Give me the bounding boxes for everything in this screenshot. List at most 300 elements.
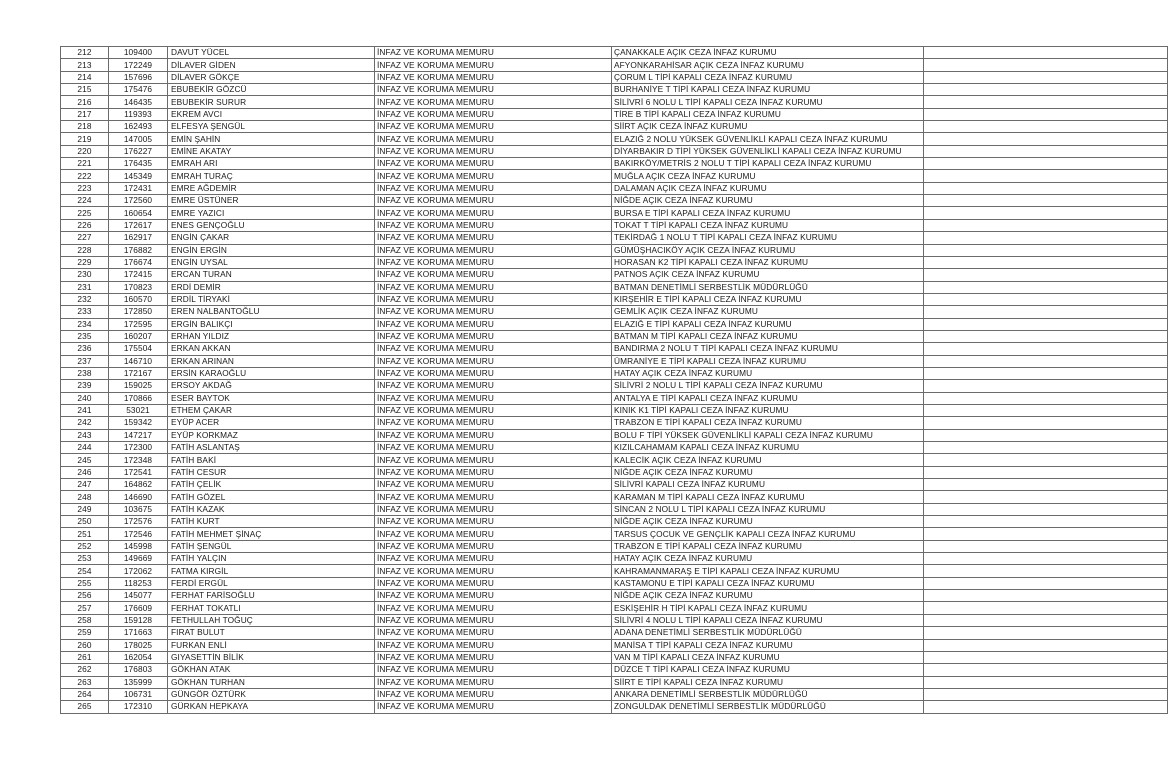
institution-cell: PATNOS AÇIK CEZA İNFAZ KURUMU (612, 269, 924, 281)
job-title-cell: İNFAZ VE KORUMA MEMURU (375, 84, 612, 96)
personnel-table (60, 46, 1168, 714)
empty-cell (924, 244, 1168, 256)
empty-cell (924, 158, 1168, 170)
empty-cell (924, 392, 1168, 404)
job-title-cell: İNFAZ VE KORUMA MEMURU (375, 256, 612, 268)
empty-cell (924, 84, 1168, 96)
empty-cell (924, 701, 1168, 713)
empty-cell (924, 96, 1168, 108)
institution-cell: ELAZIĞ 2 NOLU YÜKSEK GÜVENLİKLİ KAPALI CEZA İNFAZ KURUMU (612, 133, 924, 145)
full-name-cell: GÖKHAN ATAK (168, 664, 375, 676)
row-number-cell: 221 (61, 158, 109, 170)
institution-cell: TRABZON E TİPİ KAPALI CEZA İNFAZ KURUMU (612, 417, 924, 429)
registry-number-cell: 176882 (109, 244, 168, 256)
table-row (61, 96, 1168, 108)
table-row (61, 121, 1168, 133)
job-title-cell: İNFAZ VE KORUMA MEMURU (375, 343, 612, 355)
institution-cell: NİĞDE AÇIK CEZA İNFAZ KURUMU (612, 195, 924, 207)
row-number-cell: 257 (61, 602, 109, 614)
institution-cell: BANDIRMA 2 NOLU T TİPİ KAPALI CEZA İNFAZ KURUMU (612, 343, 924, 355)
job-title-cell: İNFAZ VE KORUMA MEMURU (375, 565, 612, 577)
full-name-cell: ERKAN ARINAN (168, 355, 375, 367)
full-name-cell: FATİH ÇELİK (168, 479, 375, 491)
empty-cell (924, 71, 1168, 83)
table-row (61, 380, 1168, 392)
table-row (61, 256, 1168, 268)
job-title-cell: İNFAZ VE KORUMA MEMURU (375, 293, 612, 305)
job-title-cell: İNFAZ VE KORUMA MEMURU (375, 71, 612, 83)
registry-number-cell: 164862 (109, 479, 168, 491)
job-title-cell: İNFAZ VE KORUMA MEMURU (375, 404, 612, 416)
job-title-cell: İNFAZ VE KORUMA MEMURU (375, 281, 612, 293)
job-title-cell: İNFAZ VE KORUMA MEMURU (375, 491, 612, 503)
table-row (61, 553, 1168, 565)
full-name-cell: FERDİ ERGÜL (168, 577, 375, 589)
full-name-cell: ERSOY AKDAĞ (168, 380, 375, 392)
job-title-cell: İNFAZ VE KORUMA MEMURU (375, 367, 612, 379)
row-number-cell: 251 (61, 528, 109, 540)
empty-cell (924, 404, 1168, 416)
registry-number-cell: 162917 (109, 232, 168, 244)
row-number-cell: 258 (61, 614, 109, 626)
row-number-cell: 261 (61, 651, 109, 663)
table-row (61, 71, 1168, 83)
table-row (61, 516, 1168, 528)
empty-cell (924, 688, 1168, 700)
table-row (61, 404, 1168, 416)
table-body (61, 47, 1168, 714)
job-title-cell: İNFAZ VE KORUMA MEMURU (375, 540, 612, 552)
empty-cell (924, 182, 1168, 194)
table-row (61, 503, 1168, 515)
empty-cell (924, 207, 1168, 219)
full-name-cell: FATMA KIRGİL (168, 565, 375, 577)
registry-number-cell: 160570 (109, 293, 168, 305)
institution-cell: AFYONKARAHİSAR AÇIK CEZA İNFAZ KURUMU (612, 59, 924, 71)
job-title-cell: İNFAZ VE KORUMA MEMURU (375, 664, 612, 676)
institution-cell: KARAMAN M TİPİ KAPALI CEZA İNFAZ KURUMU (612, 491, 924, 503)
registry-number-cell: 147217 (109, 429, 168, 441)
row-number-cell: 215 (61, 84, 109, 96)
full-name-cell: FETHULLAH TOĞUÇ (168, 614, 375, 626)
table-row (61, 59, 1168, 71)
full-name-cell: FATİH ASLANTAŞ (168, 442, 375, 454)
row-number-cell: 238 (61, 367, 109, 379)
row-number-cell: 220 (61, 145, 109, 157)
job-title-cell: İNFAZ VE KORUMA MEMURU (375, 232, 612, 244)
table-row (61, 244, 1168, 256)
row-number-cell: 232 (61, 293, 109, 305)
row-number-cell: 230 (61, 269, 109, 281)
registry-number-cell: 172541 (109, 466, 168, 478)
registry-number-cell: 172595 (109, 318, 168, 330)
job-title-cell: İNFAZ VE KORUMA MEMURU (375, 318, 612, 330)
institution-cell: DİYARBAKIR D TİPİ YÜKSEK GÜVENLİKLİ KAPALI CEZA İNFAZ KURUMU (612, 145, 924, 157)
full-name-cell: FATİH ŞENGÜL (168, 540, 375, 552)
registry-number-cell: 53021 (109, 404, 168, 416)
table-row (61, 639, 1168, 651)
row-number-cell: 245 (61, 454, 109, 466)
row-number-cell: 259 (61, 627, 109, 639)
job-title-cell: İNFAZ VE KORUMA MEMURU (375, 158, 612, 170)
registry-number-cell: 172617 (109, 219, 168, 231)
registry-number-cell: 176609 (109, 602, 168, 614)
registry-number-cell: 109400 (109, 47, 168, 59)
empty-cell (924, 565, 1168, 577)
institution-cell: BURSA E TİPİ KAPALI CEZA İNFAZ KURUMU (612, 207, 924, 219)
table-row (61, 627, 1168, 639)
full-name-cell: FURKAN ENLİ (168, 639, 375, 651)
empty-cell (924, 232, 1168, 244)
table-row (61, 701, 1168, 713)
table-row (61, 577, 1168, 589)
row-number-cell: 213 (61, 59, 109, 71)
registry-number-cell: 172560 (109, 195, 168, 207)
row-number-cell: 255 (61, 577, 109, 589)
table-row (61, 158, 1168, 170)
registry-number-cell: 176227 (109, 145, 168, 157)
table-row (61, 417, 1168, 429)
institution-cell: BAKIRKÖY/METRİS 2 NOLU T TİPİ KAPALI CEZA İNFAZ KURUMU (612, 158, 924, 170)
row-number-cell: 247 (61, 479, 109, 491)
row-number-cell: 244 (61, 442, 109, 454)
full-name-cell: DİLAVER GÖKÇE (168, 71, 375, 83)
job-title-cell: İNFAZ VE KORUMA MEMURU (375, 195, 612, 207)
registry-number-cell: 162054 (109, 651, 168, 663)
empty-cell (924, 367, 1168, 379)
registry-number-cell: 145998 (109, 540, 168, 552)
row-number-cell: 226 (61, 219, 109, 231)
row-number-cell: 243 (61, 429, 109, 441)
job-title-cell: İNFAZ VE KORUMA MEMURU (375, 627, 612, 639)
institution-cell: NİĞDE AÇIK CEZA İNFAZ KURUMU (612, 590, 924, 602)
row-number-cell: 242 (61, 417, 109, 429)
document-sheet (60, 46, 1168, 714)
row-number-cell: 239 (61, 380, 109, 392)
table-row (61, 182, 1168, 194)
full-name-cell: ESER BAYTOK (168, 392, 375, 404)
institution-cell: ZONGULDAK DENETİMLİ SERBESTLİK MÜDÜRLÜĞÜ (612, 701, 924, 713)
job-title-cell: İNFAZ VE KORUMA MEMURU (375, 688, 612, 700)
institution-cell: SİLİVRİ 6 NOLU L TİPİ KAPALI CEZA İNFAZ KURUMU (612, 96, 924, 108)
full-name-cell: EYÜP KORKMAZ (168, 429, 375, 441)
institution-cell: VAN M TİPİ KAPALI CEZA İNFAZ KURUMU (612, 651, 924, 663)
registry-number-cell: 172546 (109, 528, 168, 540)
registry-number-cell: 135999 (109, 676, 168, 688)
empty-cell (924, 466, 1168, 478)
job-title-cell: İNFAZ VE KORUMA MEMURU (375, 528, 612, 540)
registry-number-cell: 172850 (109, 306, 168, 318)
registry-number-cell: 159025 (109, 380, 168, 392)
job-title-cell: İNFAZ VE KORUMA MEMURU (375, 121, 612, 133)
table-row (61, 232, 1168, 244)
institution-cell: ÇORUM L TİPİ KAPALI CEZA İNFAZ KURUMU (612, 71, 924, 83)
job-title-cell: İNFAZ VE KORUMA MEMURU (375, 590, 612, 602)
table-row (61, 688, 1168, 700)
full-name-cell: FATİH GÖZEL (168, 491, 375, 503)
job-title-cell: İNFAZ VE KORUMA MEMURU (375, 269, 612, 281)
empty-cell (924, 121, 1168, 133)
institution-cell: SİİRT E TİPİ KAPALI CEZA İNFAZ KURUMU (612, 676, 924, 688)
job-title-cell: İNFAZ VE KORUMA MEMURU (375, 639, 612, 651)
empty-cell (924, 170, 1168, 182)
job-title-cell: İNFAZ VE KORUMA MEMURU (375, 182, 612, 194)
registry-number-cell: 172249 (109, 59, 168, 71)
empty-cell (924, 429, 1168, 441)
empty-cell (924, 219, 1168, 231)
row-number-cell: 223 (61, 182, 109, 194)
empty-cell (924, 651, 1168, 663)
institution-cell: BOLU F TİPİ YÜKSEK GÜVENLİKLİ KAPALI CEZA İNFAZ KURUMU (612, 429, 924, 441)
institution-cell: HATAY AÇIK CEZA İNFAZ KURUMU (612, 367, 924, 379)
institution-cell: ÇANAKKALE AÇIK CEZA İNFAZ KURUMU (612, 47, 924, 59)
row-number-cell: 231 (61, 281, 109, 293)
table-row (61, 343, 1168, 355)
full-name-cell: ERKAN AKKAN (168, 343, 375, 355)
registry-number-cell: 146690 (109, 491, 168, 503)
row-number-cell: 235 (61, 330, 109, 342)
registry-number-cell: 106731 (109, 688, 168, 700)
registry-number-cell: 178025 (109, 639, 168, 651)
job-title-cell: İNFAZ VE KORUMA MEMURU (375, 133, 612, 145)
registry-number-cell: 170823 (109, 281, 168, 293)
registry-number-cell: 172062 (109, 565, 168, 577)
job-title-cell: İNFAZ VE KORUMA MEMURU (375, 170, 612, 182)
registry-number-cell: 172576 (109, 516, 168, 528)
empty-cell (924, 195, 1168, 207)
institution-cell: ÜMRANİYE E TİPİ KAPALI CEZA İNFAZ KURUMU (612, 355, 924, 367)
empty-cell (924, 442, 1168, 454)
empty-cell (924, 528, 1168, 540)
registry-number-cell: 119393 (109, 108, 168, 120)
empty-cell (924, 108, 1168, 120)
institution-cell: MUĞLA AÇIK CEZA İNFAZ KURUMU (612, 170, 924, 182)
row-number-cell: 216 (61, 96, 109, 108)
institution-cell: ANTALYA E TİPİ KAPALI CEZA İNFAZ KURUMU (612, 392, 924, 404)
full-name-cell: ETHEM ÇAKAR (168, 404, 375, 416)
institution-cell: KIRŞEHİR E TİPİ KAPALI CEZA İNFAZ KURUMU (612, 293, 924, 305)
table-row (61, 367, 1168, 379)
full-name-cell: EMRE YAZICI (168, 207, 375, 219)
registry-number-cell: 176803 (109, 664, 168, 676)
table-row (61, 429, 1168, 441)
full-name-cell: FIRAT BULUT (168, 627, 375, 639)
row-number-cell: 214 (61, 71, 109, 83)
full-name-cell: ERHAN YILDIZ (168, 330, 375, 342)
job-title-cell: İNFAZ VE KORUMA MEMURU (375, 466, 612, 478)
institution-cell: KAHRAMANMARAŞ E TİPİ KAPALI CEZA İNFAZ KURUMU (612, 565, 924, 577)
empty-cell (924, 293, 1168, 305)
registry-number-cell: 159342 (109, 417, 168, 429)
full-name-cell: ENGİN ERGİN (168, 244, 375, 256)
job-title-cell: İNFAZ VE KORUMA MEMURU (375, 701, 612, 713)
full-name-cell: GÜNGÖR ÖZTÜRK (168, 688, 375, 700)
empty-cell (924, 380, 1168, 392)
full-name-cell: EMRAH TURAÇ (168, 170, 375, 182)
job-title-cell: İNFAZ VE KORUMA MEMURU (375, 207, 612, 219)
row-number-cell: 249 (61, 503, 109, 515)
job-title-cell: İNFAZ VE KORUMA MEMURU (375, 503, 612, 515)
empty-cell (924, 454, 1168, 466)
table-row (61, 454, 1168, 466)
empty-cell (924, 133, 1168, 145)
row-number-cell: 246 (61, 466, 109, 478)
registry-number-cell: 103675 (109, 503, 168, 515)
institution-cell: GÜMÜŞHACIKÖY AÇIK CEZA İNFAZ KURUMU (612, 244, 924, 256)
job-title-cell: İNFAZ VE KORUMA MEMURU (375, 417, 612, 429)
row-number-cell: 264 (61, 688, 109, 700)
table-row (61, 602, 1168, 614)
job-title-cell: İNFAZ VE KORUMA MEMURU (375, 59, 612, 71)
table-row (61, 479, 1168, 491)
table-row (61, 47, 1168, 59)
registry-number-cell: 172310 (109, 701, 168, 713)
institution-cell: SİNCAN 2 NOLU L TİPİ KAPALI CEZA İNFAZ KURUMU (612, 503, 924, 515)
row-number-cell: 233 (61, 306, 109, 318)
institution-cell: BATMAN DENETİMLİ SERBESTLİK MÜDÜRLÜĞÜ (612, 281, 924, 293)
row-number-cell: 225 (61, 207, 109, 219)
full-name-cell: ENGİN ÇAKAR (168, 232, 375, 244)
table-row (61, 676, 1168, 688)
job-title-cell: İNFAZ VE KORUMA MEMURU (375, 380, 612, 392)
empty-cell (924, 553, 1168, 565)
row-number-cell: 229 (61, 256, 109, 268)
job-title-cell: İNFAZ VE KORUMA MEMURU (375, 429, 612, 441)
row-number-cell: 237 (61, 355, 109, 367)
institution-cell: ESKİŞEHİR H TİPİ KAPALI CEZA İNFAZ KURUMU (612, 602, 924, 614)
full-name-cell: ERDİL TİRYAKİ (168, 293, 375, 305)
institution-cell: TOKAT T TİPİ KAPALI CEZA İNFAZ KURUMU (612, 219, 924, 231)
full-name-cell: ERGİN BALIKÇI (168, 318, 375, 330)
institution-cell: KIZILCAHAMAM KAPALI CEZA İNFAZ KURUMU (612, 442, 924, 454)
empty-cell (924, 269, 1168, 281)
registry-number-cell: 160207 (109, 330, 168, 342)
empty-cell (924, 664, 1168, 676)
registry-number-cell: 146435 (109, 96, 168, 108)
table-row (61, 330, 1168, 342)
row-number-cell: 263 (61, 676, 109, 688)
job-title-cell: İNFAZ VE KORUMA MEMURU (375, 330, 612, 342)
full-name-cell: ERCAN TURAN (168, 269, 375, 281)
table-row (61, 491, 1168, 503)
full-name-cell: FATİH MEHMET ŞİNAÇ (168, 528, 375, 540)
empty-cell (924, 516, 1168, 528)
institution-cell: TEKİRDAĞ 1 NOLU T TİPİ KAPALI CEZA İNFAZ KURUMU (612, 232, 924, 244)
table-row (61, 664, 1168, 676)
full-name-cell: EMRE ÜSTÜNER (168, 195, 375, 207)
table-row (61, 466, 1168, 478)
registry-number-cell: 118253 (109, 577, 168, 589)
table-row (61, 195, 1168, 207)
full-name-cell: EMRE AĞDEMİR (168, 182, 375, 194)
job-title-cell: İNFAZ VE KORUMA MEMURU (375, 614, 612, 626)
registry-number-cell: 146710 (109, 355, 168, 367)
institution-cell: KINIK K1 TİPİ KAPALI CEZA İNFAZ KURUMU (612, 404, 924, 416)
full-name-cell: ENES GENÇOĞLU (168, 219, 375, 231)
full-name-cell: EBUBEKİR GÖZCÜ (168, 84, 375, 96)
row-number-cell: 265 (61, 701, 109, 713)
full-name-cell: EYÜP ACER (168, 417, 375, 429)
empty-cell (924, 318, 1168, 330)
table-row (61, 392, 1168, 404)
row-number-cell: 256 (61, 590, 109, 602)
registry-number-cell: 175476 (109, 84, 168, 96)
table-row (61, 108, 1168, 120)
registry-number-cell: 172348 (109, 454, 168, 466)
row-number-cell: 240 (61, 392, 109, 404)
job-title-cell: İNFAZ VE KORUMA MEMURU (375, 676, 612, 688)
table-row (61, 170, 1168, 182)
full-name-cell: EMİN ŞAHİN (168, 133, 375, 145)
table-row (61, 293, 1168, 305)
row-number-cell: 222 (61, 170, 109, 182)
row-number-cell: 248 (61, 491, 109, 503)
job-title-cell: İNFAZ VE KORUMA MEMURU (375, 306, 612, 318)
empty-cell (924, 540, 1168, 552)
job-title-cell: İNFAZ VE KORUMA MEMURU (375, 96, 612, 108)
row-number-cell: 252 (61, 540, 109, 552)
row-number-cell: 262 (61, 664, 109, 676)
registry-number-cell: 157696 (109, 71, 168, 83)
registry-number-cell: 176435 (109, 158, 168, 170)
table-row (61, 207, 1168, 219)
table-row (61, 528, 1168, 540)
institution-cell: SİLİVRİ KAPALI CEZA İNFAZ KURUMU (612, 479, 924, 491)
empty-cell (924, 59, 1168, 71)
job-title-cell: İNFAZ VE KORUMA MEMURU (375, 577, 612, 589)
empty-cell (924, 355, 1168, 367)
registry-number-cell: 172431 (109, 182, 168, 194)
job-title-cell: İNFAZ VE KORUMA MEMURU (375, 516, 612, 528)
registry-number-cell: 171663 (109, 627, 168, 639)
empty-cell (924, 602, 1168, 614)
registry-number-cell: 172300 (109, 442, 168, 454)
institution-cell: MANİSA T TİPİ KAPALI CEZA İNFAZ KURUMU (612, 639, 924, 651)
row-number-cell: 234 (61, 318, 109, 330)
institution-cell: TİRE B TİPİ KAPALI CEZA İNFAZ KURUMU (612, 108, 924, 120)
institution-cell: BATMAN M TİPİ KAPALI CEZA İNFAZ KURUMU (612, 330, 924, 342)
institution-cell: ELAZIĞ E TİPİ KAPALI CEZA İNFAZ KURUMU (612, 318, 924, 330)
institution-cell: KASTAMONU E TİPİ KAPALI CEZA İNFAZ KURUMU (612, 577, 924, 589)
full-name-cell: ERSİN KARAOĞLU (168, 367, 375, 379)
institution-cell: SİLİVRİ 2 NOLU L TİPİ KAPALI CEZA İNFAZ KURUMU (612, 380, 924, 392)
institution-cell: TARSUS ÇOCUK VE GENÇLİK KAPALI CEZA İNFAZ KURUMU (612, 528, 924, 540)
row-number-cell: 219 (61, 133, 109, 145)
job-title-cell: İNFAZ VE KORUMA MEMURU (375, 602, 612, 614)
table-row (61, 614, 1168, 626)
institution-cell: HATAY AÇIK CEZA İNFAZ KURUMU (612, 553, 924, 565)
full-name-cell: FATİH KAZAK (168, 503, 375, 515)
registry-number-cell: 145349 (109, 170, 168, 182)
full-name-cell: EMRAH ARI (168, 158, 375, 170)
row-number-cell: 236 (61, 343, 109, 355)
institution-cell: NİĞDE AÇIK CEZA İNFAZ KURUMU (612, 516, 924, 528)
empty-cell (924, 627, 1168, 639)
job-title-cell: İNFAZ VE KORUMA MEMURU (375, 479, 612, 491)
table-row (61, 355, 1168, 367)
job-title-cell: İNFAZ VE KORUMA MEMURU (375, 47, 612, 59)
job-title-cell: İNFAZ VE KORUMA MEMURU (375, 392, 612, 404)
full-name-cell: ERDİ DEMİR (168, 281, 375, 293)
full-name-cell: EBUBEKİR SURUR (168, 96, 375, 108)
job-title-cell: İNFAZ VE KORUMA MEMURU (375, 355, 612, 367)
institution-cell: ANKARA DENETİMLİ SERBESTLİK MÜDÜRLÜĞÜ (612, 688, 924, 700)
registry-number-cell: 170866 (109, 392, 168, 404)
empty-cell (924, 491, 1168, 503)
table-row (61, 133, 1168, 145)
row-number-cell: 228 (61, 244, 109, 256)
full-name-cell: FERHAT TOKATLI (168, 602, 375, 614)
